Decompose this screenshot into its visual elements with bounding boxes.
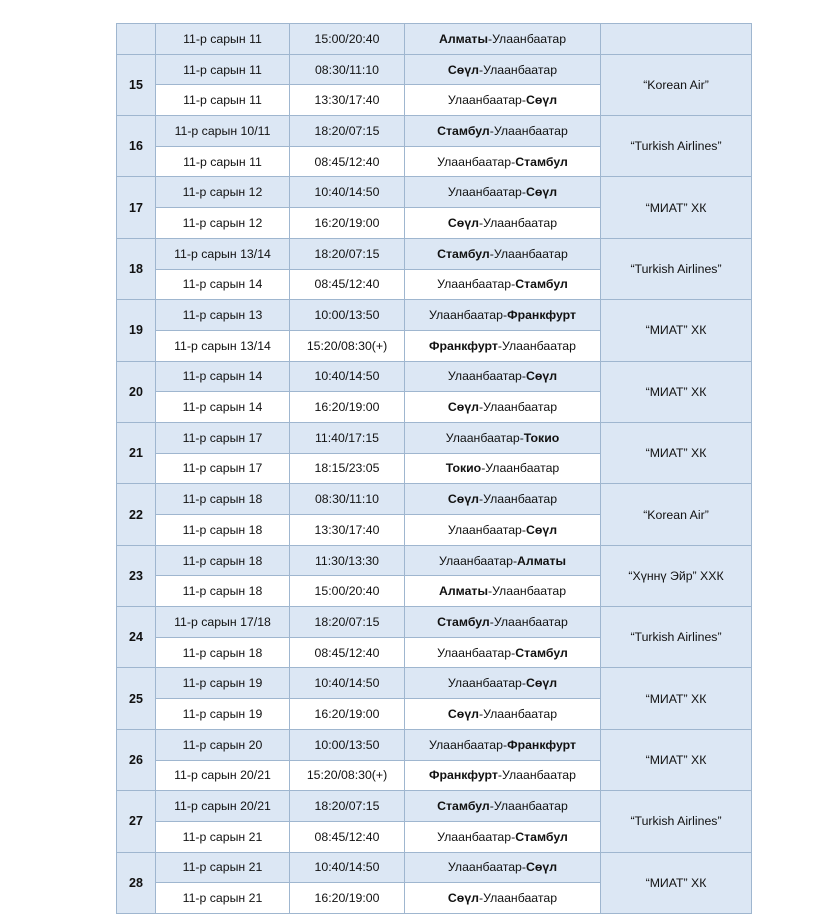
route-destination: Улаанбаатар bbox=[485, 461, 560, 476]
airline-name: “МИАТ” ХК bbox=[601, 177, 752, 238]
flight-time: 10:40/14:50 bbox=[290, 361, 405, 392]
route-destination: Сөүл bbox=[526, 860, 558, 875]
flight-route bbox=[405, 300, 601, 331]
flight-date: 11-р сарын 11 bbox=[156, 54, 290, 85]
table-row bbox=[117, 177, 752, 208]
route-separator: - bbox=[478, 215, 484, 230]
flight-time: 16:20/19:00 bbox=[290, 392, 405, 423]
flight-date: 11-р сарын 17 bbox=[156, 422, 290, 453]
route-separator: - bbox=[512, 553, 518, 568]
flight-date: 11-р сарын 11 bbox=[156, 24, 290, 55]
route-separator: - bbox=[511, 277, 516, 292]
flight-route bbox=[405, 821, 601, 852]
table-row bbox=[117, 238, 752, 269]
flight-date: 11-р сарын 19 bbox=[156, 699, 290, 730]
flight-time: 18:20/07:15 bbox=[290, 607, 405, 638]
airline-name: “МИАТ” ХК bbox=[601, 422, 752, 483]
airline-name: “Turkish Airlines” bbox=[601, 791, 752, 852]
route-origin: Сөүл bbox=[447, 62, 479, 77]
flight-date: 11-р сарын 18 bbox=[156, 637, 290, 668]
table-row bbox=[117, 852, 752, 883]
route-destination: Улаанбаатар bbox=[483, 62, 558, 77]
route-origin: Сөүл bbox=[447, 706, 479, 721]
route-separator: - bbox=[489, 123, 494, 138]
route-separator: - bbox=[521, 93, 527, 108]
flight-date: 11-р сарын 14 bbox=[156, 361, 290, 392]
route-destination: Улаанбаатар bbox=[483, 215, 558, 230]
flight-time: 18:20/07:15 bbox=[290, 791, 405, 822]
table-row bbox=[117, 545, 752, 576]
entry-number: 25 bbox=[117, 668, 156, 729]
route-destination: Стамбул bbox=[515, 154, 568, 169]
flight-time: 08:45/12:40 bbox=[290, 269, 405, 300]
table-row bbox=[117, 361, 752, 392]
route-origin: Улаанбаатар bbox=[428, 737, 503, 752]
route-separator: - bbox=[521, 860, 527, 875]
route-separator: - bbox=[521, 185, 527, 200]
route-origin: Сөүл bbox=[447, 400, 479, 415]
route-origin: Франкфурт bbox=[428, 338, 498, 353]
route-separator: - bbox=[511, 829, 516, 844]
route-destination: Улаанбаатар bbox=[483, 400, 558, 415]
flight-route bbox=[405, 269, 601, 300]
flight-time: 08:30/11:10 bbox=[290, 484, 405, 515]
flight-time: 15:20/08:30(+) bbox=[290, 760, 405, 791]
flight-date: 11-р сарын 18 bbox=[156, 515, 290, 546]
table-row bbox=[117, 484, 752, 515]
flight-route bbox=[405, 238, 601, 269]
airline-name: “Turkish Airlines” bbox=[601, 238, 752, 299]
flight-date: 11-р сарын 18 bbox=[156, 545, 290, 576]
route-origin: Алматы bbox=[438, 31, 488, 46]
table-row bbox=[117, 729, 752, 760]
route-origin: Улаанбаатар bbox=[447, 860, 522, 875]
route-origin: Стамбул bbox=[437, 246, 490, 261]
flight-time: 16:20/19:00 bbox=[290, 208, 405, 239]
route-separator: - bbox=[489, 246, 494, 261]
flight-date: 11-р сарын 14 bbox=[156, 392, 290, 423]
route-origin: Улаанбаатар bbox=[437, 277, 512, 292]
flight-time: 15:20/08:30(+) bbox=[290, 330, 405, 361]
flight-time: 08:45/12:40 bbox=[290, 821, 405, 852]
flight-time: 18:15/23:05 bbox=[290, 453, 405, 484]
flight-route bbox=[405, 484, 601, 515]
route-separator: - bbox=[521, 369, 527, 384]
route-origin: Стамбул bbox=[437, 123, 490, 138]
route-destination: Сөүл bbox=[526, 369, 558, 384]
table-row bbox=[117, 607, 752, 638]
flight-route bbox=[405, 791, 601, 822]
route-origin: Сөүл bbox=[447, 492, 479, 507]
route-separator: - bbox=[521, 522, 527, 537]
route-origin: Токио bbox=[445, 461, 482, 476]
route-origin: Улаанбаатар bbox=[447, 185, 522, 200]
route-separator: - bbox=[511, 154, 516, 169]
entry-number: 28 bbox=[117, 852, 156, 913]
route-destination: Улаанбаатар bbox=[483, 492, 558, 507]
table-row bbox=[117, 668, 752, 699]
flight-date: 11-р сарын 10/11 bbox=[156, 116, 290, 147]
route-destination: Улаанбаатар bbox=[492, 584, 567, 599]
route-separator: - bbox=[511, 645, 516, 660]
flight-time: 10:00/13:50 bbox=[290, 300, 405, 331]
entry-number: 18 bbox=[117, 238, 156, 299]
flight-time: 18:20/07:15 bbox=[290, 238, 405, 269]
entry-number: 22 bbox=[117, 484, 156, 545]
airline-name: “Korean Air” bbox=[601, 484, 752, 545]
entry-number: 21 bbox=[117, 422, 156, 483]
table-row bbox=[117, 300, 752, 331]
route-destination: Улаанбаатар bbox=[493, 799, 568, 814]
flight-date: 11-р сарын 21 bbox=[156, 821, 290, 852]
flight-schedule-body bbox=[117, 24, 752, 914]
route-separator: - bbox=[487, 31, 493, 46]
flight-route bbox=[405, 330, 601, 361]
table-row bbox=[117, 116, 752, 147]
flight-route bbox=[405, 515, 601, 546]
route-separator: - bbox=[502, 308, 508, 323]
route-destination: Сөүл bbox=[526, 522, 558, 537]
flight-date: 11-р сарын 19 bbox=[156, 668, 290, 699]
route-destination: Стамбул bbox=[515, 277, 568, 292]
flight-time: 08:45/12:40 bbox=[290, 637, 405, 668]
flight-route bbox=[405, 607, 601, 638]
flight-time: 16:20/19:00 bbox=[290, 883, 405, 914]
entry-number bbox=[117, 24, 156, 55]
entry-number: 23 bbox=[117, 545, 156, 606]
flight-route bbox=[405, 852, 601, 883]
flight-route bbox=[405, 576, 601, 607]
route-separator: - bbox=[497, 338, 503, 353]
route-origin: Улаанбаатар bbox=[447, 676, 522, 691]
table-row bbox=[117, 791, 752, 822]
flight-route bbox=[405, 760, 601, 791]
entry-number: 17 bbox=[117, 177, 156, 238]
flight-date: 11-р сарын 20/21 bbox=[156, 760, 290, 791]
route-destination: Сөүл bbox=[526, 185, 558, 200]
flight-route bbox=[405, 453, 601, 484]
flight-route bbox=[405, 361, 601, 392]
flight-route bbox=[405, 422, 601, 453]
route-destination: Франкфурт bbox=[507, 308, 576, 323]
route-origin: Улаанбаатар bbox=[437, 829, 512, 844]
route-origin: Улаанбаатар bbox=[438, 553, 513, 568]
route-origin: Стамбул bbox=[437, 799, 490, 814]
route-separator: - bbox=[521, 676, 527, 691]
airline-name: “Turkish Airlines” bbox=[601, 607, 752, 668]
flight-time: 10:00/13:50 bbox=[290, 729, 405, 760]
flight-route bbox=[405, 392, 601, 423]
flight-route bbox=[405, 146, 601, 177]
route-destination: Улаанбаатар bbox=[502, 338, 576, 353]
route-destination: Сөүл bbox=[526, 676, 558, 691]
route-separator: - bbox=[489, 799, 494, 814]
flight-route bbox=[405, 208, 601, 239]
flight-route bbox=[405, 545, 601, 576]
route-separator: - bbox=[519, 430, 524, 445]
route-destination: Стамбул bbox=[515, 829, 568, 844]
airline-name: “МИАТ” ХК bbox=[601, 300, 752, 361]
entry-number: 27 bbox=[117, 791, 156, 852]
route-destination: Улаанбаатар bbox=[493, 123, 568, 138]
flight-route bbox=[405, 699, 601, 730]
route-origin: Улаанбаатар bbox=[437, 154, 512, 169]
flight-time: 18:20/07:15 bbox=[290, 116, 405, 147]
entry-number: 16 bbox=[117, 116, 156, 177]
route-separator: - bbox=[487, 584, 493, 599]
route-destination: Улаанбаатар bbox=[493, 246, 568, 261]
route-origin: Улаанбаатар bbox=[428, 308, 503, 323]
route-destination: Улаанбаатар bbox=[492, 31, 567, 46]
route-separator: - bbox=[497, 768, 503, 783]
entry-number: 26 bbox=[117, 729, 156, 790]
table-row bbox=[117, 422, 752, 453]
route-origin: Франкфурт bbox=[428, 768, 498, 783]
route-destination: Токио bbox=[523, 430, 560, 445]
flight-time: 08:30/11:10 bbox=[290, 54, 405, 85]
route-origin: Улаанбаатар bbox=[437, 645, 512, 660]
flight-date: 11-р сарын 11 bbox=[156, 85, 290, 116]
flight-date: 11-р сарын 14 bbox=[156, 269, 290, 300]
flight-date: 11-р сарын 21 bbox=[156, 852, 290, 883]
flight-route bbox=[405, 729, 601, 760]
route-separator: - bbox=[478, 62, 484, 77]
airline-name: “МИАТ” ХК bbox=[601, 729, 752, 790]
route-origin: Стамбул bbox=[437, 614, 490, 629]
flight-date: 11-р сарын 18 bbox=[156, 484, 290, 515]
route-origin: Улаанбаатар bbox=[447, 369, 522, 384]
route-origin: Улаанбаатар bbox=[447, 93, 522, 108]
route-destination: Франкфурт bbox=[507, 737, 576, 752]
route-origin: Улаанбаатар bbox=[445, 430, 520, 445]
route-destination: Стамбул bbox=[515, 645, 568, 660]
route-separator: - bbox=[478, 891, 484, 906]
flight-date: 11-р сарын 18 bbox=[156, 576, 290, 607]
route-destination: Сөүл bbox=[526, 93, 558, 108]
route-separator: - bbox=[481, 461, 486, 476]
flight-time: 10:40/14:50 bbox=[290, 668, 405, 699]
flight-route bbox=[405, 54, 601, 85]
entry-number: 19 bbox=[117, 300, 156, 361]
table-row bbox=[117, 54, 752, 85]
route-origin: Улаанбаатар bbox=[447, 522, 522, 537]
flight-date: 11-р сарын 17/18 bbox=[156, 607, 290, 638]
route-separator: - bbox=[478, 400, 484, 415]
airline-name: “Turkish Airlines” bbox=[601, 116, 752, 177]
airline-name: “МИАТ” ХК bbox=[601, 852, 752, 913]
route-origin: Сөүл bbox=[447, 891, 479, 906]
route-destination: Улаанбаатар bbox=[483, 706, 558, 721]
flight-time: 11:40/17:15 bbox=[290, 422, 405, 453]
flight-date: 11-р сарын 12 bbox=[156, 208, 290, 239]
flight-route bbox=[405, 637, 601, 668]
route-separator: - bbox=[478, 706, 484, 721]
airline-name: “МИАТ” ХК bbox=[601, 361, 752, 422]
flight-date: 11-р сарын 11 bbox=[156, 146, 290, 177]
flight-route bbox=[405, 883, 601, 914]
flight-time: 13:30/17:40 bbox=[290, 85, 405, 116]
route-destination: Алматы bbox=[517, 553, 567, 568]
flight-time: 11:30/13:30 bbox=[290, 545, 405, 576]
flight-date: 11-р сарын 21 bbox=[156, 883, 290, 914]
airline-name: “Хүннү Эйр” ХХК bbox=[601, 545, 752, 606]
flight-date: 11-р сарын 20/21 bbox=[156, 791, 290, 822]
flight-time: 10:40/14:50 bbox=[290, 852, 405, 883]
route-origin: Алматы bbox=[438, 584, 488, 599]
flight-route bbox=[405, 116, 601, 147]
entry-number: 24 bbox=[117, 607, 156, 668]
flight-route bbox=[405, 24, 601, 55]
flight-date: 11-р сарын 17 bbox=[156, 453, 290, 484]
flight-date: 11-р сарын 13 bbox=[156, 300, 290, 331]
flight-time: 10:40/14:50 bbox=[290, 177, 405, 208]
flight-date: 11-р сарын 12 bbox=[156, 177, 290, 208]
flight-time: 15:00/20:40 bbox=[290, 576, 405, 607]
flight-date: 11-р сарын 13/14 bbox=[156, 238, 290, 269]
flight-route bbox=[405, 177, 601, 208]
airline-name: “Korean Air” bbox=[601, 54, 752, 115]
flight-date: 11-р сарын 20 bbox=[156, 729, 290, 760]
route-separator: - bbox=[478, 492, 484, 507]
flight-time: 15:00/20:40 bbox=[290, 24, 405, 55]
route-separator: - bbox=[502, 737, 508, 752]
flight-time: 08:45/12:40 bbox=[290, 146, 405, 177]
route-destination: Улаанбаатар bbox=[483, 891, 558, 906]
flight-time: 13:30/17:40 bbox=[290, 515, 405, 546]
route-origin: Сөүл bbox=[447, 215, 479, 230]
route-separator: - bbox=[489, 614, 494, 629]
flight-route bbox=[405, 668, 601, 699]
flight-route bbox=[405, 85, 601, 116]
flight-date: 11-р сарын 13/14 bbox=[156, 330, 290, 361]
table-row bbox=[117, 24, 752, 55]
flight-time: 16:20/19:00 bbox=[290, 699, 405, 730]
route-destination: Улаанбаатар bbox=[502, 768, 576, 783]
route-destination: Улаанбаатар bbox=[493, 614, 568, 629]
airline-name: “МИАТ” ХК bbox=[601, 668, 752, 729]
entry-number: 15 bbox=[117, 54, 156, 115]
airline-name bbox=[601, 24, 752, 55]
flight-schedule-table bbox=[116, 23, 752, 914]
entry-number: 20 bbox=[117, 361, 156, 422]
